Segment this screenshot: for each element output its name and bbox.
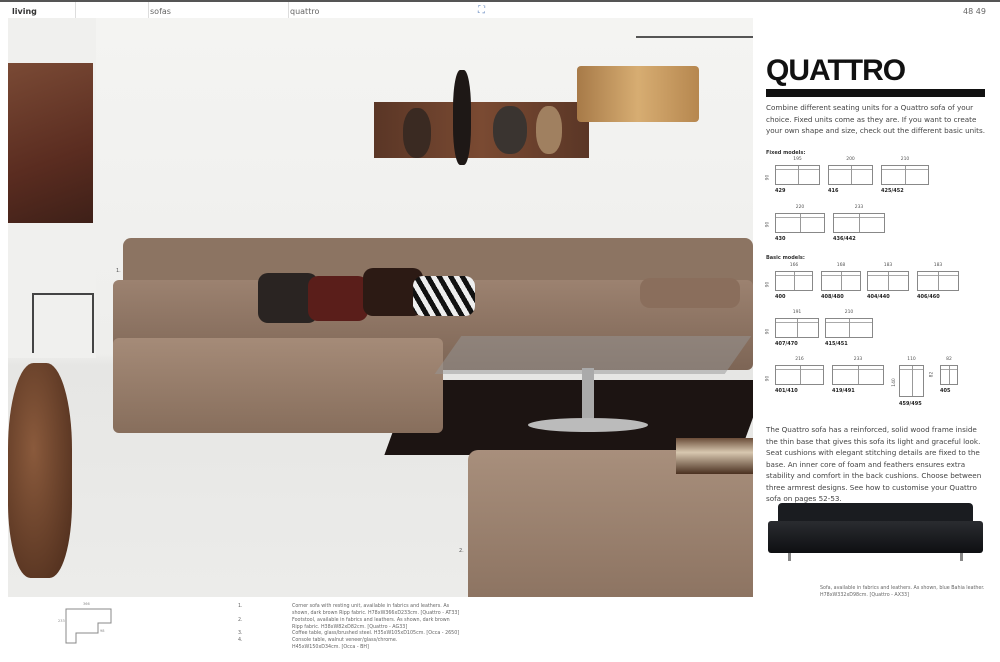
sofa-chaise: [113, 338, 443, 433]
height-label: 140: [891, 378, 897, 387]
cushion: [640, 278, 740, 308]
breadcrumb-living[interactable]: living: [12, 7, 37, 16]
caption-number: 2.: [238, 618, 243, 623]
caption-text: Corner sofa with resting unit, available in fabrics and leathers. As shown, dark brown Ripp fabric. H78xW366xD233cm. [Quattro - AT33]: [292, 604, 460, 616]
cushion: [413, 276, 475, 316]
living-room-photo: [8, 18, 753, 597]
cushion: [308, 276, 368, 321]
description-text: The Quattro sofa has a reinforced, solid wood frame inside the thin base that gives this sofa its light and graceful look. Seat cushions with elegant stitching details are fixed to the base. An inner core of foam and feathers ensures extra stability and comfort in the back cushions. Choose between three armrest designs. See how to customise your Quattro sofa on pages 52-53.: [766, 425, 982, 503]
basic-models-label: Basic models:: [766, 255, 805, 261]
height-label: 90: [765, 375, 771, 382]
plan-dim: 233: [58, 619, 65, 623]
caption-number: 1.: [238, 604, 243, 609]
black-leather-sofa-image: [768, 503, 983, 563]
mask: [403, 108, 431, 158]
mask: [493, 106, 527, 154]
caption-text: Footstool, available in fabrics and leathers. As shown, dark brown Ripp fabric. H38xW82xD82cm. [Quattro - AG33]: [292, 618, 450, 630]
table-stem: [582, 368, 594, 423]
height-label: 82: [929, 371, 935, 378]
intro-text: Combine different seating units for a Quattro sofa of your choice. Fixed units come as they are. If you want to create your own shape and size, check out the different basic units.: [766, 103, 986, 135]
side-shelf: [32, 293, 94, 353]
sofa-caption: Sofa, available in fabrics and leathers. As shown, blue Bahia leather. H78xW332xD98cm. [Quattro - AX33]: [820, 586, 985, 598]
plan-dim: 98: [100, 629, 105, 633]
wall-artwork: [8, 63, 93, 223]
height-label: 90: [765, 221, 771, 228]
caption-text: Coffee table, glass/brushed steel. H35xW105xD105cm. [Occa - 2650]: [292, 631, 460, 636]
breadcrumb-quattro[interactable]: quattro: [290, 7, 320, 16]
top-navigation-bar: [0, 0, 1000, 18]
expand-icon[interactable]: ⛶: [478, 5, 485, 16]
caption-text: Console table, walnut veneer/glass/chrome. H45xW150xD34cm. [Occa - BH]: [292, 638, 398, 650]
captions-area: [0, 597, 1000, 662]
caption-number: 3.: [238, 631, 243, 636]
fixed-models-label: Fixed models:: [766, 150, 806, 156]
vase: [8, 363, 72, 578]
lamp-shade: [577, 66, 699, 122]
plan-dim: 366: [83, 602, 90, 606]
page-numbers: 48 49: [963, 7, 986, 16]
photo-marker: 2.: [459, 548, 464, 554]
mask: [536, 106, 562, 154]
title-underline-bar: [766, 89, 985, 97]
photo-marker: 1.: [116, 268, 121, 274]
floor-lamp-arm: [636, 36, 753, 40]
floor-plan-diagram: [58, 603, 120, 649]
books: [676, 438, 753, 474]
mask: [453, 70, 471, 165]
height-label: 90: [765, 328, 771, 335]
caption-number: 4.: [238, 638, 243, 643]
height-label: 90: [765, 281, 771, 288]
page-title: QUATTRO: [766, 54, 906, 87]
table-base: [528, 418, 648, 432]
breadcrumb-sofas[interactable]: sofas: [150, 7, 171, 16]
height-label: 90: [765, 174, 771, 181]
